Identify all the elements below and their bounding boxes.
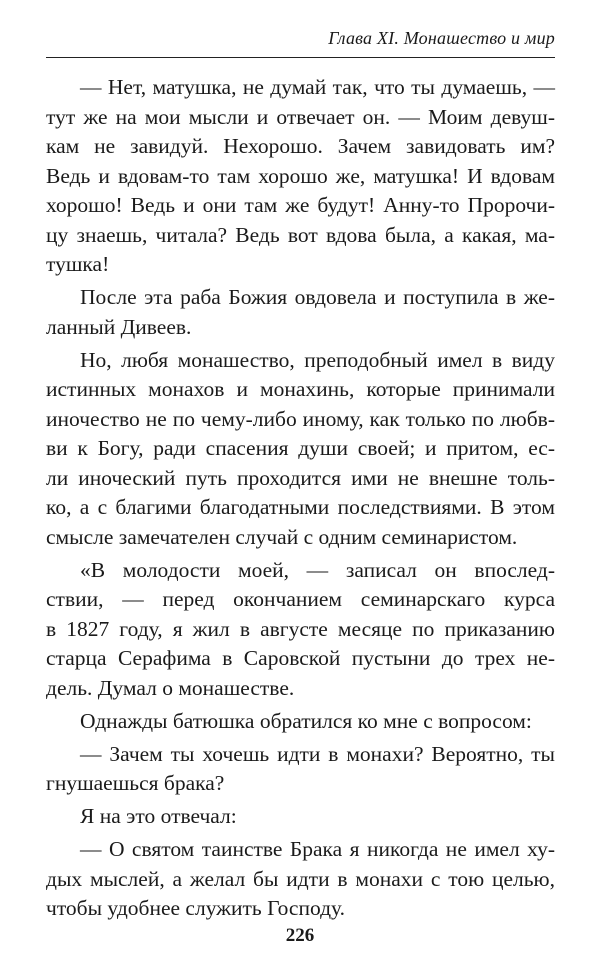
text-line: тут же на мои мысли и отвечает он. — Моим девуш- xyxy=(46,104,555,129)
text-line: тушка! xyxy=(46,252,110,276)
header-rule xyxy=(46,57,555,58)
text-line: После эта раба Божия овдовела и поступила в же- xyxy=(80,285,555,309)
text-line: Но, любя монашество, преподобный имел в виду xyxy=(80,347,555,372)
text-line: — Нет, матушка, не думай так, что ты думаешь, — xyxy=(80,75,555,99)
paragraph xyxy=(46,73,555,280)
text-line: — О святом таинстве Брака я никогда не имел ху- xyxy=(80,837,555,861)
paragraph xyxy=(46,707,555,737)
paragraph xyxy=(46,556,555,704)
text-line: «В молодости моей, — записал он впослед- xyxy=(80,557,555,582)
text-line: гнушаешься брака? xyxy=(46,771,225,795)
text-line: ли иноческий путь проходится ими не внешне толь- xyxy=(46,465,555,490)
text-line: дых мыслей, а желал бы идти в монахи с тою целью, xyxy=(46,866,555,891)
text-line: Я на это отвечал: xyxy=(80,804,237,828)
text-line: дель. Думал о монашестве. xyxy=(46,675,295,700)
text-line: Ведь и вдовам-то там хорошо же, матушка! И вдовам xyxy=(46,163,555,188)
text-line: смысле замечателен случай с одним семинаристом. xyxy=(46,524,518,549)
text-line: ланный Дивеев. xyxy=(46,314,192,339)
text-line: старца Серафима в Саровской пустыни до трех не- xyxy=(46,646,555,670)
text-line: иночество не по чему-либо иному, как только по любв- xyxy=(46,406,555,431)
paragraph xyxy=(46,283,555,342)
text-line: цу знаешь, читала? Ведь вот вдова была, а какая, ма- xyxy=(46,222,555,247)
text-line: в 1827 году, я жил в августе месяце по приказанию xyxy=(46,616,555,641)
text-line: ствии, — перед окончанием семинарскаго курса xyxy=(46,587,555,611)
text-line: ви к Богу, ради спасения души своей; и притом, ес- xyxy=(46,436,555,460)
page-number: 226 xyxy=(285,925,315,946)
page-body xyxy=(46,73,555,927)
paragraph xyxy=(46,802,555,832)
text-line: хорошо! Ведь и они там же будут! Анну-то Пророчи- xyxy=(46,193,555,217)
paragraph xyxy=(46,740,555,799)
paragraph xyxy=(46,346,555,553)
text-line: Однажды батюшка обратился ко мне с вопросом: xyxy=(80,708,532,733)
text-line: ко, а с благими благодатными последствиями. В этом xyxy=(46,495,555,519)
text-line: чтобы удобнее служить Господу. xyxy=(46,896,346,920)
text-line: истинных монахов и монахинь, которые принимали xyxy=(46,377,555,401)
text-line: кам не завидуй. Нехорошо. Зачем завидовать им? xyxy=(46,134,555,158)
paragraph xyxy=(46,835,555,924)
running-header: Глава XI. Монашество и мир xyxy=(328,28,555,48)
text-line: — Зачем ты хочешь идти в монахи? Вероятно, ты xyxy=(80,741,555,766)
